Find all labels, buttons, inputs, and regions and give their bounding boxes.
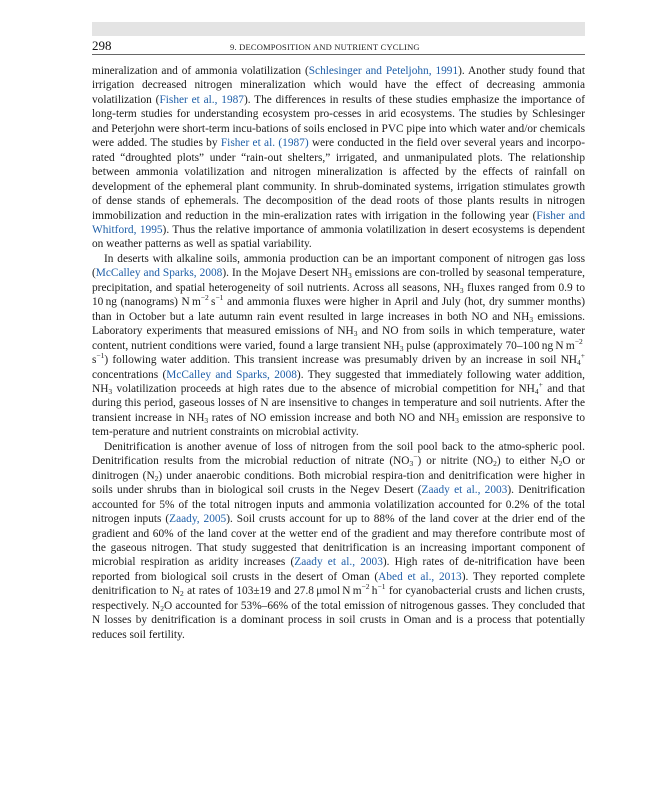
text-run: for cyanobacterial crusts and lichen crusts, respectively. N — [92, 585, 585, 612]
text-run: ) to either N — [496, 455, 559, 468]
subscript: 2 — [154, 473, 159, 483]
subscript: 3 — [353, 329, 358, 339]
superscript: −1 — [215, 293, 224, 303]
citation-link[interactable]: McCalley and Sparks, 2008 — [166, 368, 297, 381]
citation-link[interactable]: Abed et al., 2013 — [378, 570, 462, 583]
citation-link[interactable]: Fisher and Whitford, 1995 — [92, 209, 585, 236]
citation-link[interactable]: Zaady, 2005 — [169, 513, 227, 526]
citation-link[interactable]: Fisher et al., 1987 — [159, 93, 244, 106]
subscript: 3 — [455, 415, 459, 425]
text-run: ) or nitrite (NO — [417, 455, 494, 468]
text-run: ) following water addition. This transient increase was presumably driven by an increase in soil NH — [104, 354, 578, 367]
page-number: 298 — [92, 38, 112, 53]
paragraph-2 — [92, 252, 585, 440]
text-run: emission are responsive to tem-perature and nutrient constraints on microbial activity. — [92, 411, 585, 439]
text-run: h — [369, 585, 378, 598]
text-run: s — [208, 296, 216, 309]
superscript: −2 — [200, 293, 209, 303]
subscript: 3 — [459, 285, 464, 295]
text-run: emissions. Laboratory experiments that measured emissions of NH — [92, 310, 585, 338]
header-rule — [92, 54, 585, 55]
body-text — [92, 64, 585, 642]
superscript: −2 — [574, 336, 583, 346]
subscript: 2 — [180, 589, 184, 599]
text-run: In deserts with alkaline soils, ammonia production can be an important component of nitrogen gas loss ( — [92, 252, 585, 280]
text-run: s — [92, 339, 585, 367]
subscript: 4 — [534, 386, 539, 396]
text-run: rates of NO emission increase and both NO and NH — [208, 411, 456, 424]
text-run: ). They suggested that immediately following water addition, NH — [92, 368, 585, 395]
citation-link[interactable]: Schlesinger and Peteljohn, 1991 — [308, 65, 459, 77]
running-head: 9. DECOMPOSITION AND NUTRIENT CYCLING — [230, 42, 420, 52]
paragraph-1 — [92, 64, 585, 252]
superscript: + — [538, 379, 543, 389]
text-run: concentrations ( — [92, 368, 167, 381]
text-run: and that during this period, gaseous losses of N are insensitive to changes in temperature and soil nutrients. After the transient increase in NH — [92, 382, 585, 424]
text-run: fluxes ranged from 0.9 to 10 ng (nanograms) N m — [92, 281, 585, 309]
subscript: 3 — [399, 343, 404, 353]
text-run: pulse (approximately 70–100 ng N m — [403, 339, 575, 352]
subscript: 3 — [529, 314, 534, 324]
citation-link[interactable]: Fisher et al. (1987) — [220, 137, 309, 150]
subscript: 3 — [204, 415, 209, 425]
subscript: 3 — [108, 386, 113, 396]
subscript: 4 — [577, 358, 581, 368]
citation-link[interactable]: Zaady et al., 2003 — [294, 556, 383, 569]
citation-link[interactable]: McCalley and Sparks, 2008 — [95, 267, 223, 280]
text-run: ). In the Mojave Desert NH — [222, 267, 349, 280]
text-run: and ammonia fluxes were higher in April and July (hot, dry summer months) than in October but a late autumn rain event resulted in large increases in both NO and NH — [92, 296, 585, 323]
text-run: ). They reported complete denitrification to N — [92, 570, 586, 598]
subscript: 3 — [348, 271, 352, 281]
superscript: −2 — [361, 582, 370, 592]
text-run: Denitrification is another avenue of loss of nitrogen from the soil pool back to the atmo-spheric pool. Denitrification results from the microbial reduction of nitrate (NO — [92, 440, 585, 468]
text-run: at rates of 103±19 and 27.8 μmol N m — [183, 585, 362, 598]
subscript: 2 — [493, 459, 497, 469]
paragraph-3 — [92, 440, 585, 642]
text-run: volatilization proceeds at high rates due to the absence of microbial competition for NH — [112, 382, 535, 395]
text-run: O accounted for 53%–66% of the total emission of nitrogenous gasses. They concluded that N losses by denitrification is a dominant process in soil crusts in Oman and is a process that potentially reduces soil fertility. — [92, 599, 585, 641]
subscript: 2 — [160, 603, 164, 613]
superscript: −1 — [377, 582, 386, 592]
superscript: − — [413, 452, 418, 462]
text-run: ). High rates of de-nitrification have been reported from biological soil crusts in the desert of Oman ( — [92, 556, 585, 583]
text-run: mineralization and of ammonia volatilization ( — [92, 65, 309, 77]
citation-link[interactable]: Zaady et al., 2003 — [421, 484, 508, 497]
text-run: ). Denitrification accounted for 5% of the total nitrogen inputs and ammonia volatilization accounted for 0.2% of the total nitrogen inputs ( — [92, 484, 586, 526]
subscript: 3 — [409, 459, 414, 469]
text-run: ). Another study found that irrigation decreased nitrogen mineralization which would have the effect of decreasing ammonia volatilization ( — [92, 65, 585, 106]
text-run: O or dinitrogen (N — [92, 455, 585, 482]
header-band — [92, 22, 585, 36]
text-run: ). Soil crusts account for up to 88% of the land cover at the drier end of the gradient and 60% of the land cover at the wetter end of the gradient and may therefore contribute most of the gaseous nitrogen. That study suggested that denitrification is an increasing important component of microbial respiration as aridity increases ( — [92, 513, 585, 569]
superscript: −1 — [96, 351, 105, 361]
subscript: 2 — [558, 459, 563, 469]
text-run: ). The differences in results of these studies emphasize the importance of long-term studies for understanding ecosystem pro-cesses in arid ecosystems. The studies by Schlesinger and Peterjohn were short-term incu-bations of soils enclosed in PVC pipe into which water and/or chemicals were added. The studies by — [92, 93, 586, 150]
text-run: were conducted in the field over several years and incorpo-rated “droughted plots” under “rain-out shelters,” irrigated, and unmanipulated plots. The relationship between ammonia volatilization and nitrogen mineralization is affected by the effects of rainfall on development of the ephemeral plant community. In shrub-dominated systems, irrigation stimulates growth of dense stands of ephemerals. The decomposition of the dead roots of those plants results in nitrogen immobilization and reduction in the min-eralization rates with irrigation in the following year ( — [92, 137, 585, 222]
text-run: ). Thus the relative importance of ammonia volatilization in desert ecosystems is dependent on weather patterns as well as spatial variability. — [92, 223, 585, 251]
text-run: and NO from soils in which temperature, water content, nutrient conditions were varied, found a large transient NH — [92, 325, 585, 352]
text-run: emissions are con-trolled by seasonal temperature, precipitation, and spatial heterogeneity of soil nutrients. Across all seasons, NH — [92, 267, 586, 294]
superscript: + — [580, 351, 585, 361]
text-run: ) under anaerobic conditions. Both microbial respira-tion and denitrification were higher in soils under shrubs than in biological soil crusts in the Negev Desert ( — [92, 469, 585, 497]
